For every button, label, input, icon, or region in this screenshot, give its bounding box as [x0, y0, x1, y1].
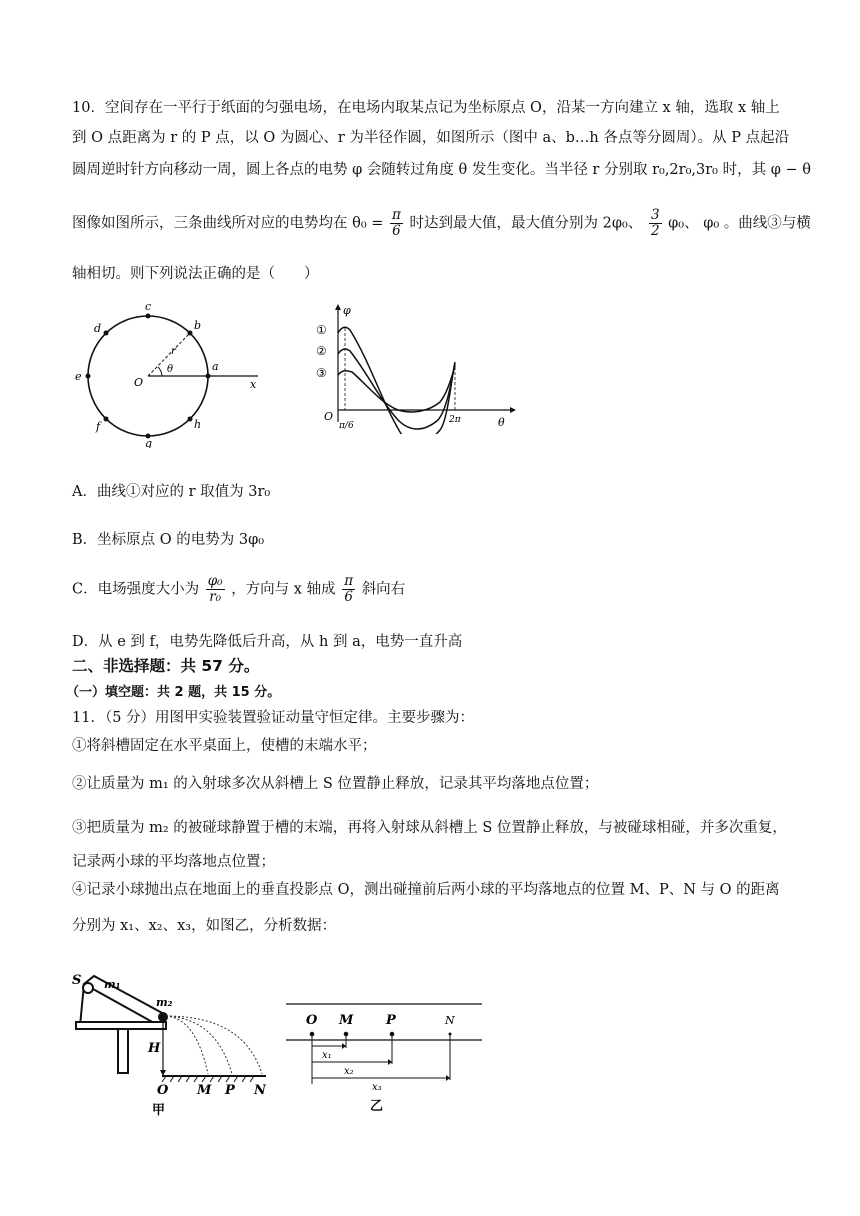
label-p: P	[225, 1083, 235, 1098]
three-halves-fraction: $\frac{3}{2}$	[650, 207, 660, 239]
label-m2: m₂	[156, 996, 173, 1009]
section-2-subtitle: （一）填空题：共 2 题，共 15 分。	[66, 685, 281, 700]
tick-pi6: π/6	[339, 421, 354, 431]
circle-figure	[70, 298, 270, 448]
q11-step-4a: ④记录小球抛出点在地面上的垂直投影点 O，测出碰撞前后两小球的平均落地点的位置 M、P、N 与 O 的距离	[72, 882, 780, 898]
tick-2pi: 2π	[449, 415, 461, 425]
label-a: a	[212, 360, 219, 373]
point-f	[104, 417, 109, 422]
graph-origin: O	[324, 410, 334, 423]
label-origin: O	[134, 376, 144, 389]
yi-label-o: O	[306, 1013, 318, 1028]
q10-line-4	[72, 208, 811, 239]
curve-2-label: ②	[316, 344, 327, 358]
label-s: S	[72, 973, 82, 988]
label-d: d	[94, 322, 102, 335]
theta-arc	[158, 367, 162, 376]
q11-step-3b: 记录两小球的平均落地点位置；	[72, 854, 275, 870]
label-x: x	[250, 378, 257, 391]
phi-label: φ	[343, 304, 351, 317]
q10-line-1: 10．空间存在一平行于纸面的匀强电场，在电场内取某点记为坐标原点 O，沿某一方向建立 x 轴，选取 x 轴上	[72, 100, 780, 116]
trajectory-p	[166, 1016, 232, 1074]
table-leg	[118, 1029, 128, 1073]
curve-3	[338, 366, 455, 412]
yi-label-p: P	[386, 1013, 396, 1028]
label-c: c	[145, 300, 152, 313]
point-h	[188, 417, 193, 422]
label-r: r	[171, 346, 176, 357]
curve-3-label: ③	[316, 366, 327, 380]
point-c	[146, 314, 151, 319]
yi-label-x3: x₃	[372, 1082, 382, 1093]
point-e	[86, 374, 91, 379]
ball-m2	[158, 1012, 168, 1022]
option-c-pre: C．电场强度大小为	[72, 581, 200, 598]
caption-yi: 乙	[370, 1099, 384, 1114]
table-top	[76, 1022, 166, 1029]
label-n: N	[254, 1083, 266, 1098]
option-a: A．曲线①对应的 r 取值为 3r₀	[72, 484, 271, 500]
phi-theta-graph	[310, 302, 520, 434]
theta0-fraction: $\frac{\pi}{6}$	[392, 207, 401, 239]
curve-1-label: ①	[316, 323, 327, 337]
option-c	[72, 574, 405, 605]
trajectory-m	[166, 1016, 208, 1074]
option-b: B．坐标原点 O 的电势为 3φ₀	[72, 532, 265, 548]
q10-line-5: 轴相切。则下列说法正确的是（ ）	[72, 266, 319, 282]
q10-line-3: 圆周逆时针方向移动一周，圆上各点的电势 φ 会随转过角度 θ 发生变化。当半径 r 分别取 r₀,2r₀,3r₀ 时，其 φ − θ	[72, 162, 811, 178]
figure-yi	[282, 996, 492, 1116]
yi-label-x1: x₁	[322, 1050, 332, 1061]
q11-line-1: 11．（5 分）用图甲实验装置验证动量守恒定律。主要步骤为：	[72, 710, 475, 726]
q10-line-2: 到 O 点距离为 r 的 P 点，以 O 为圆心、r 为半径作圆，如图所示（图中 a、b…h 各点等分圆周）。从 P 点起沿	[72, 130, 790, 146]
label-h: h	[194, 418, 202, 431]
theta-axis-label: θ	[498, 416, 505, 429]
q11-step-4b: 分别为 x₁、x₂、x₃，如图乙，分析数据：	[72, 918, 337, 934]
option-c-mid: ，方向与 x 轴成	[231, 581, 336, 598]
label-theta: θ	[167, 364, 174, 375]
label-e: e	[75, 370, 82, 383]
figure-jia	[66, 966, 286, 1118]
caption-jia: 甲	[152, 1103, 166, 1118]
label-o: O	[157, 1083, 169, 1098]
field-fraction: $\frac{\text{φ₀}}{\text{r₀}}$	[207, 573, 223, 605]
yi-label-m: M	[339, 1013, 354, 1028]
curve-2	[338, 349, 455, 429]
q11-step-1: ①将斜槽固定在水平桌面上，使槽的末端水平；	[72, 738, 377, 754]
label-m1: m₁	[104, 978, 121, 991]
ball-m1	[83, 983, 93, 993]
yi-label-n: N	[445, 1014, 455, 1027]
option-c-post: 斜向右	[361, 581, 406, 598]
label-m: M	[197, 1083, 212, 1098]
point-b	[188, 331, 193, 336]
option-d: D．从 e 到 f，电势先降低后升高，从 h 到 a，电势一直升高	[72, 634, 463, 650]
label-b: b	[194, 319, 202, 332]
q11-step-3a: ③把质量为 m₂ 的被碰球静置于槽的末端，再将入射球从斜槽上 S 位置静止释放，与被碰球相碰，并多次重复，	[72, 820, 787, 836]
q10-line-4-post: φ₀、 φ₀ 。曲线③与横	[668, 215, 811, 232]
yi-label-x2: x₂	[344, 1066, 354, 1077]
point-a	[206, 374, 211, 379]
label-g: g	[145, 437, 153, 448]
q11-step-2: ②让质量为 m₁ 的入射球多次从斜槽上 S 位置静止释放，记录其平均落地点位置；	[72, 776, 599, 792]
section-2-title: 二、非选择题：共 57 分。	[72, 657, 260, 675]
point-d	[104, 331, 109, 336]
trajectory-n	[166, 1016, 262, 1074]
label-f: f	[96, 420, 101, 433]
label-h: H	[148, 1041, 161, 1056]
q10-line-4-pre: 图像如图所示，三条曲线所对应的电势均在 θ₀ =	[72, 215, 384, 232]
q10-line-4-mid: 时达到最大值，最大值分别为 2φ₀、	[409, 215, 643, 232]
angle-fraction: $\frac{\pi}{6}$	[344, 573, 354, 605]
